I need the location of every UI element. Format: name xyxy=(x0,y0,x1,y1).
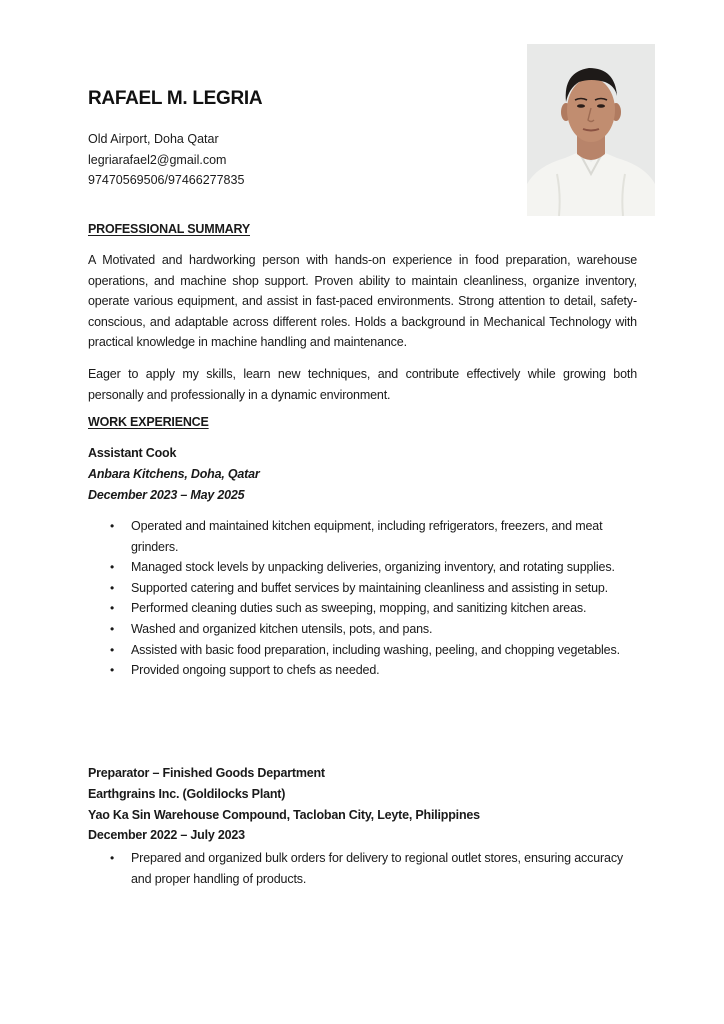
list-item: • Operated and maintained kitchen equipment, including refrigerators, freezers, and meat grinders. xyxy=(88,516,628,557)
job2-dates: December 2022 – July 2023 xyxy=(88,828,245,842)
contact-info xyxy=(88,129,244,191)
profile-photo xyxy=(527,44,655,216)
bullet-icon: • xyxy=(110,601,115,616)
bullet-icon: • xyxy=(110,663,115,678)
list-item: • Assisted with basic food preparation, including washing, peeling, and chopping vegetables. xyxy=(88,640,628,661)
professional-summary-heading: PROFESSIONAL SUMMARY xyxy=(88,222,250,236)
job1-company: Anbara Kitchens, Doha, Qatar xyxy=(88,467,260,481)
bullet-icon: • xyxy=(110,851,115,865)
job2-position: Preparator – Finished Goods Department xyxy=(88,766,325,780)
work-experience-heading: WORK EXPERIENCE xyxy=(88,415,209,429)
bullet-icon: • xyxy=(110,621,115,636)
email: legriarafael2@gmail.com xyxy=(88,152,227,167)
address: Old Airport, Doha Qatar xyxy=(88,132,219,146)
list-item: • Provided ongoing support to chefs as needed. xyxy=(88,660,628,681)
job1-duties xyxy=(88,516,628,681)
list-item: • Managed stock levels by unpacking deliveries, organizing inventory, and rotating supplies. xyxy=(88,557,628,578)
job2-location: Yao Ka Sin Warehouse Compound, Tacloban City, Leyte, Philippines xyxy=(88,808,480,822)
phone: 97470569506/97466277835 xyxy=(88,173,245,187)
job1-dates: December 2023 – May 2025 xyxy=(88,488,245,502)
bullet-icon: • xyxy=(110,642,115,657)
list-item: • Performed cleaning duties such as sweeping, mopping, and sanitizing kitchen areas. xyxy=(88,598,628,619)
list-item: • Washed and organized kitchen utensils, pots, and pans. xyxy=(88,619,628,640)
summary-paragraph-2: Eager to apply my skills, learn new techniques, and contribute effectively while growing both personally and professionally in a dynamic environment. xyxy=(88,367,637,402)
list-item: • Prepared and organized bulk orders for delivery to regional outlet stores, ensuring accuracy and proper handling of products. xyxy=(88,848,628,889)
bullet-icon: • xyxy=(110,519,115,533)
bullet-icon: • xyxy=(110,560,115,575)
applicant-name: RAFAEL M. LEGRIA xyxy=(88,88,263,109)
list-item: • Supported catering and buffet services by maintaining cleanliness and assisting in setup. xyxy=(88,578,628,599)
bullet-icon: • xyxy=(110,580,115,595)
job1-position: Assistant Cook xyxy=(88,446,177,460)
job2-company: Earthgrains Inc. (Goldilocks Plant) xyxy=(88,787,286,801)
summary-paragraph-1: A Motivated and hardworking person with hands-on experience in food preparation, warehouse operations, and machine shop support. Proven ability to maintain cleanliness, organize inventory, operate various equipment, and assist in fast-paced environments. Strong attention to detail, safety-conscious, and adaptable across different roles. Holds a background in Mechanical Technology with practical knowledge in machine handling and maintenance. xyxy=(88,253,637,350)
job2-duties xyxy=(88,848,628,889)
